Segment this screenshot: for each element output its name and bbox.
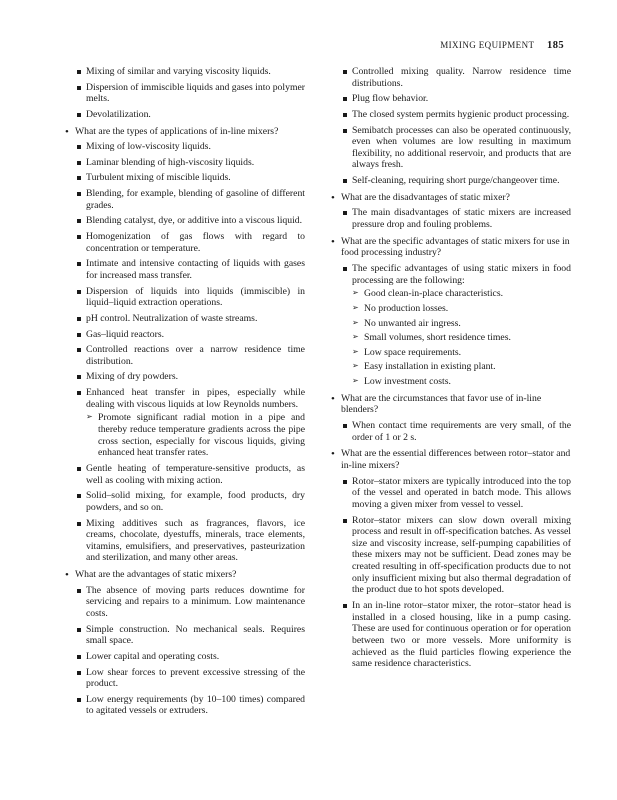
list-item: Controlled mixing quality. Narrow residence time distributions. <box>331 66 571 89</box>
sub-list-item: ➢ Low space requirements. <box>352 347 571 359</box>
question: • What are the advantages of static mixers? <box>65 569 305 581</box>
bullet-list <box>331 476 571 670</box>
question: • What are the circumstances that favor use of in-line blenders? <box>331 393 571 416</box>
sub-list-item: ➢ No unwanted air ingress. <box>352 318 571 330</box>
list-item: Solid–solid mixing, for example, food products, dry powders, and so on. <box>65 490 305 513</box>
bullet-list <box>331 263 571 388</box>
list-item: Mixing additives such as fragrances, flavors, ice creams, chocolate, dyestuffs, minerals, trace elements, vitamins, emulsifiers, and preservatives, pasteurization and sterilization, and many other areas. <box>65 518 305 565</box>
list-item: Blending catalyst, dye, or additive into a viscous liquid. <box>65 215 305 227</box>
bullet-list <box>65 585 305 717</box>
list-item-text: The specific advantages of using static mixers in food processing are the following: <box>352 262 571 286</box>
sub-list <box>352 288 571 387</box>
list-item: Devolatilization. <box>65 109 305 121</box>
list-item: Controlled reactions over a narrow residence time distribution. <box>65 344 305 367</box>
list-item-text: Enhanced heat transfer in pipes, especially while dealing with viscous liquids at low Reynolds numbers. <box>86 387 305 410</box>
bullet-list <box>65 66 305 121</box>
question: • What are the essential differences between rotor–stator and in-line mixers? <box>331 448 571 471</box>
list-item: Plug flow behavior. <box>331 93 571 105</box>
list-item: Low energy requirements (by 10–100 times) compared to agitated vessels or extruders. <box>65 694 305 717</box>
list-item: Simple construction. No mechanical seals. Requires small space. <box>65 624 305 647</box>
list-item: Dispersion of liquids into liquids (immiscible) in liquid–liquid extraction operations. <box>65 286 305 309</box>
list-item: Self-cleaning, requiring short purge/changeover time. <box>331 175 571 187</box>
question: • What are the disadvantages of static mixer? <box>331 192 571 204</box>
list-item: Blending, for example, blending of gasoline of different grades. <box>65 188 305 211</box>
list-item: Rotor–stator mixers can slow down overall mixing process and result in off-specification batches. As vessel size and viscosity increase, self-pumping capabilities of these mixers may not be sufficient. Dead zones may be created resulting in off-specification products due to not only insufficient mixing but also thermal degradation of the product due to hot spots developed. <box>331 515 571 596</box>
bullet-list <box>331 420 571 443</box>
list-item: Low shear forces to prevent excessive stressing of the product. <box>65 667 305 690</box>
list-item: Lower capital and operating costs. <box>65 651 305 663</box>
section-title: MIXING EQUIPMENT <box>440 40 535 50</box>
sub-list-item: ➢ Promote significant radial motion in a pipe and thereby reduce temperature gradients across the pipe cross section, especially for viscous liquids, giving enhanced heat transfer rates. <box>86 412 305 459</box>
list-item: Intimate and intensive contacting of liquids with gases for increased mass transfer. <box>65 258 305 281</box>
left-column <box>65 66 305 722</box>
list-item: Mixing of dry powders. <box>65 371 305 383</box>
list-item: Rotor–stator mixers are typically introduced into the top of the vessel and operated in batch mode. This allows moving a given mixer from vessel to vessel. <box>331 476 571 511</box>
list-item: Gentle heating of temperature-sensitive products, as well as cooling with mixing action. <box>65 463 305 486</box>
sub-list-item: ➢ Low investment costs. <box>352 376 571 388</box>
bullet-list <box>331 66 571 187</box>
page-number: 185 <box>547 40 564 51</box>
list-item: In an in-line rotor–stator mixer, the rotor–stator head is installed in a closed housing, like in a pump casing. These are used for continuous operation or for operation between two or more vessels. More uniformity is achieved as the fluid particles flowing experience the same residence characteristics. <box>331 600 571 670</box>
sub-list-item: ➢ No production losses. <box>352 303 571 315</box>
list-item: Gas–liquid reactors. <box>65 329 305 341</box>
sub-list-item: ➢ Easy installation in existing plant. <box>352 361 571 373</box>
list-item: When contact time requirements are very small, of the order of 1 or 2 s. <box>331 420 571 443</box>
list-item: Dispersion of immiscible liquids and gases into polymer melts. <box>65 82 305 105</box>
list-item <box>331 263 571 388</box>
sub-list-item: ➢ Good clean-in-place characteristics. <box>352 288 571 300</box>
question: • What are the types of applications of in-line mixers? <box>65 126 305 138</box>
sub-list <box>86 412 305 459</box>
list-item: The absence of moving parts reduces downtime for servicing and repairs to a minimum. Low maintenance costs. <box>65 585 305 620</box>
right-column <box>331 66 571 675</box>
list-item: Semibatch processes can also be operated continuously, even when volumes are low resulting in maximum flexibility, no additional reservoir, and products that are always fresh. <box>331 125 571 172</box>
list-item: pH control. Neutralization of waste streams. <box>65 313 305 325</box>
list-item <box>65 387 305 459</box>
bullet-list <box>65 141 305 564</box>
bullet-list <box>331 207 571 230</box>
list-item: The main disadvantages of static mixers are increased pressure drop and fouling problems. <box>331 207 571 230</box>
list-item: The closed system permits hygienic product processing. <box>331 109 571 121</box>
list-item: Homogenization of gas flows with regard to concentration or temperature. <box>65 231 305 254</box>
question: • What are the specific advantages of static mixers for use in food processing industry? <box>331 236 571 259</box>
list-item: Laminar blending of high-viscosity liquids. <box>65 157 305 169</box>
list-item: Turbulent mixing of miscible liquids. <box>65 172 305 184</box>
list-item: Mixing of low-viscosity liquids. <box>65 141 305 153</box>
sub-list-item: ➢ Small volumes, short residence times. <box>352 332 571 344</box>
running-head <box>64 40 564 51</box>
list-item: Mixing of similar and varying viscosity liquids. <box>65 66 305 78</box>
